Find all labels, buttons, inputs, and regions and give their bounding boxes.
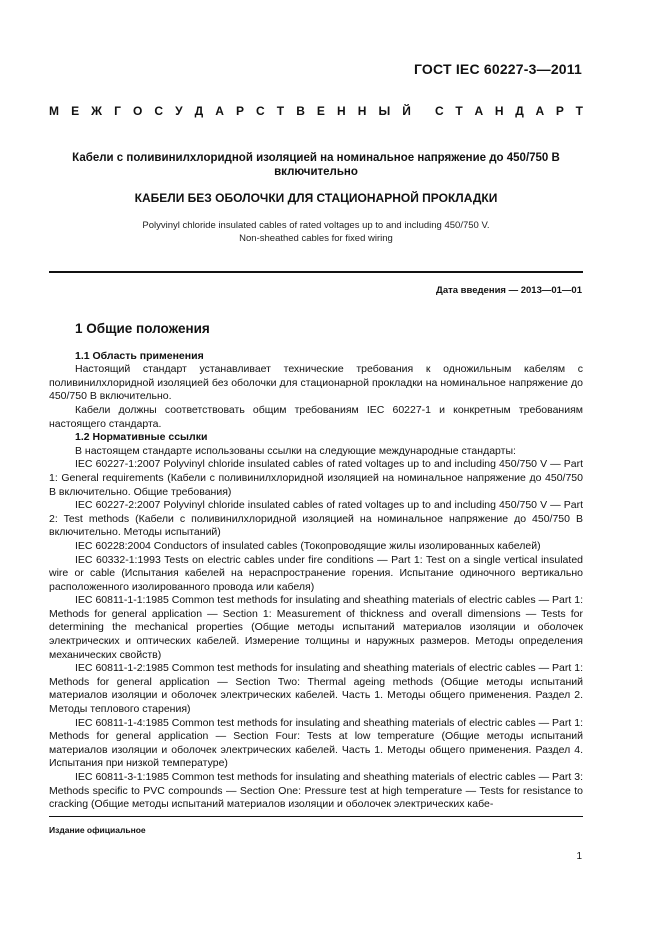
standard-word: С Т А Н Д А Р Т <box>435 104 583 118</box>
reference-item: IEC 60811-1-2:1985 Common test methods for insulating and sheathing materials of electric cables — Part 1: Methods for general application — Section Two: Thermal ageing methods (Общие методы испытаний материалов изоляции и оболочек электрических кабелей. Часть 1. Методы общего применения. Раздел 2. Методы теплового старения) <box>49 662 583 716</box>
title-block <box>49 151 583 245</box>
introduction-date: Дата введения — 2013—01—01 <box>436 285 582 296</box>
title-divider <box>49 271 583 273</box>
body-content <box>49 322 583 812</box>
paragraph: Кабели должны соответствовать общим требованиям IEC 60227-1 и конкретным требованиям настоящего стандарта. <box>49 403 583 430</box>
reference-item: IEC 60811-3-1:1985 Common test methods for insulating and sheathing materials of electric cables — Part 3: Methods specific to PVC compounds — Section One: Pressure test at high temperature — Tests for resistance to cracking (Общие методы испытаний материалов изоляции и оболочек электрических кабе- <box>49 771 583 811</box>
title-english: Polyvinyl chloride insulated cables of rated voltages up to and including 450/750 V. Non-sheathed cables for fixed wiring <box>142 220 490 244</box>
title-main: КАБЕЛИ БЕЗ ОБОЛОЧКИ ДЛЯ СТАЦИОНАРНОЙ ПРОКЛАДКИ <box>134 191 498 205</box>
paragraph: Настоящий стандарт устанавливает технические требования к одножильным кабелям с поливинилхлоридной изоляцией без оболочки для стационарной прокладки на номинальное напряжение до 450/750 В включительно. <box>49 363 583 403</box>
reference-item: IEC 60228:2004 Conductors of insulated cables (Токопроводящие жилы изолированных кабелей) <box>75 539 541 552</box>
interstate-standard-heading <box>49 104 583 118</box>
reference-item: IEC 60332-1:1993 Tests on electric cables under fire conditions — Part 1: Test on a single vertical insulated wire or cable (Испытания кабелей на нераспространение горения. Испытание одиночного вертикально расположенного изолированного провода или кабеля) <box>49 553 583 593</box>
title-russian: Кабели с поливинилхлоридной изоляцией на номинальное напряжение до 450/750 В включительно <box>72 152 560 178</box>
standard-id: ГОСТ IEC 60227-3—2011 <box>413 61 582 77</box>
reference-item: IEC 60811-1-1:1985 Common test methods for insulating and sheathing materials of electric cables — Part 1: Methods for general application — Section 1: Measurement of thickness and overall dimensions — Tests for determining the mechanical properties (Общие методы испытаний материалов изоляции и оболочек электрических и оптических кабелей. Измерение толщины и наружных размеров. Методы определения механических свойств) <box>49 594 583 661</box>
page-number: 1 <box>576 851 582 862</box>
interstate-word: М Е Ж Г О С У Д А Р С Т В Е Н Н Ы Й <box>49 104 411 118</box>
section-heading: 1 Общие положения <box>75 321 210 336</box>
edition-note: Издание официальное <box>49 816 583 835</box>
subsection-heading-references: 1.2 Нормативные ссылки <box>75 431 208 444</box>
subsection-heading-scope: 1.1 Область применения <box>75 349 204 362</box>
reference-item: IEC 60227-2:2007 Polyvinyl chloride insulated cables of rated voltages up to and including 450/750 V — Part 2: Test methods (Кабели с поливинилхлоридной изоляцией на номинальное напряжение до 450/750 В включительно. Методы испытаний) <box>49 499 583 539</box>
reference-item: IEC 60811-1-4:1985 Common test methods for insulating and sheathing materials of electric cables — Part 1: Methods for general application — Section Four: Tests at low temperature (Общие методы испытаний материалов изоляции и оболочек электрических кабелей. Часть 1. Методы общего применения. Раздел 4. Испытания при низкой температуре) <box>49 716 583 770</box>
paragraph: В настоящем стандарте использованы ссылки на следующие международные стандарты: <box>75 444 516 457</box>
reference-item: IEC 60227-1:2007 Polyvinyl chloride insulated cables of rated voltages up to and including 450/750 V — Part 1: General requirements (Кабели с поливинилхлоридной изоляцией на номинальное напряжение до 450/750 В включительно. Общие требования) <box>49 458 583 498</box>
